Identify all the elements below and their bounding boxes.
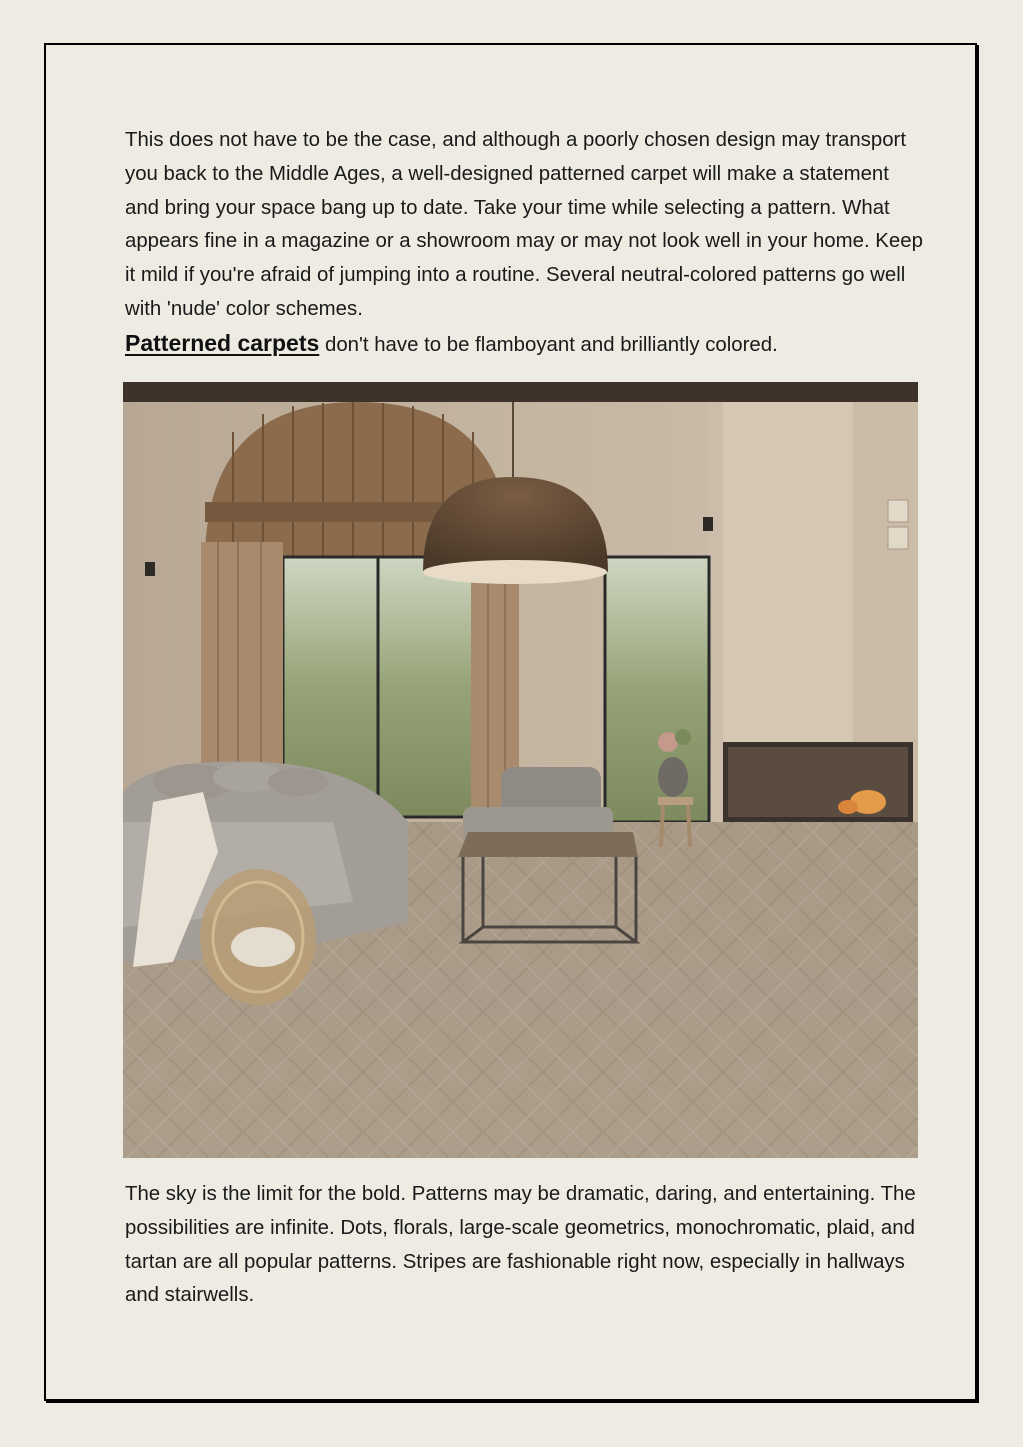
living-room-photo [123,382,918,1158]
patterned-carpets-link[interactable]: Patterned carpets [125,329,320,356]
outro-paragraph: The sky is the limit for the bold. Patterns may be dramatic, daring, and entertaining. The possibilities are infinite. Dots, florals, large-scale geometrics, monochromatic, plaid, and tartan are all popular patterns. Stripes are fashionable right now, especially in hallways and stairwells. [125,1183,916,1307]
page-frame [44,43,977,1401]
intro-paragraph [125,124,925,363]
intro-text: This does not have to be the case, and although a poorly chosen design may transport you back to the Middle Ages, a well-designed patterned carpet will make a statement and bring your space bang up to date. Take your time while selecting a pattern. What appears fine in a magazine or a showroom may or may not look well in your home. Keep it mild if you're afraid of jumping into a routine. Several neutral-colored patterns go well with 'nude' color schemes. [125,129,923,320]
intro-text-after-link: don't have to be flamboyant and brilliantly colored. [319,333,778,356]
